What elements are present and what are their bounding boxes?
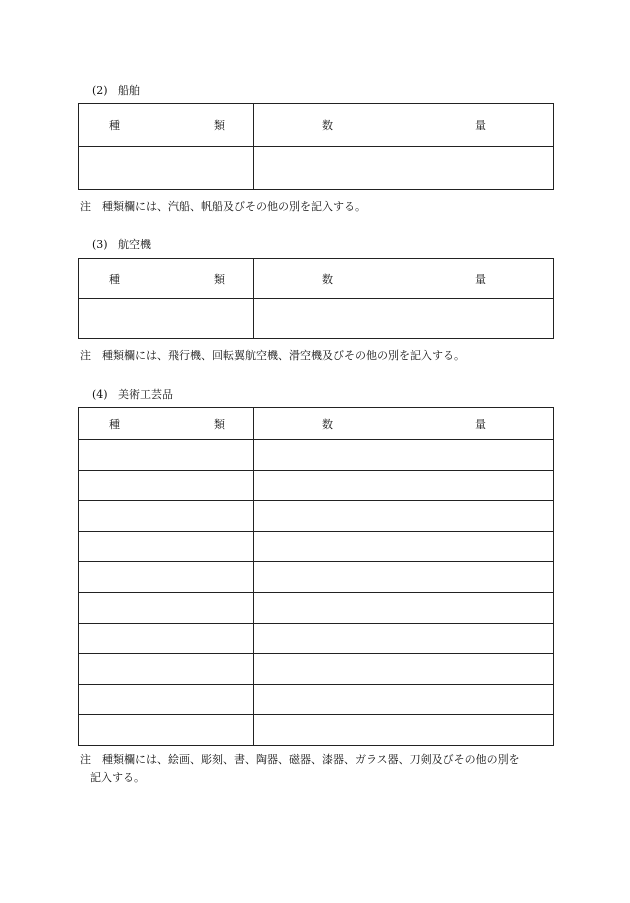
note-text-line-1: 種類欄には、絵画、彫刻、書、陶器、磁器、漆器、ガラス器、刀剣及びその他の別を	[102, 753, 520, 766]
kind-header-cell	[79, 259, 254, 299]
note-text: 種類欄には、汽船、帆船及びその他の別を記入する。	[102, 200, 366, 213]
quantity-input-cell[interactable]	[254, 562, 554, 593]
kind-header-char-1: 種	[109, 272, 120, 286]
section-4-number: (4)	[92, 388, 108, 401]
ship-table	[78, 103, 554, 190]
kind-header-char-1: 種	[109, 119, 120, 132]
kind-input-cell[interactable]	[79, 562, 254, 593]
quantity-header-char-2: 量	[475, 272, 486, 286]
quantity-header-cell	[254, 259, 554, 299]
kind-header-char-1: 種	[109, 417, 120, 431]
quantity-input-cell[interactable]	[254, 531, 554, 562]
quantity-header-cell	[254, 408, 554, 440]
table-row	[79, 501, 554, 532]
quantity-header-char-2: 量	[475, 417, 486, 431]
kind-input-cell[interactable]	[79, 147, 254, 190]
quantity-header-cell	[254, 104, 554, 147]
quantity-input-cell[interactable]	[254, 623, 554, 654]
kind-input-cell[interactable]	[79, 531, 254, 562]
section-4-title: 美術工芸品	[118, 388, 173, 401]
quantity-header-char-2: 量	[475, 119, 486, 132]
section-2-heading	[92, 82, 140, 98]
kind-header-char-2: 類	[214, 272, 225, 286]
quantity-input-cell[interactable]	[254, 440, 554, 471]
quantity-input-cell[interactable]	[254, 501, 554, 532]
quantity-header-char-1: 数	[322, 272, 333, 286]
table-row	[79, 715, 554, 746]
table-row	[79, 592, 554, 623]
art-table-header-row	[79, 408, 554, 440]
aircraft-table	[78, 258, 554, 339]
kind-input-cell[interactable]	[79, 684, 254, 715]
art-table-body	[79, 440, 554, 746]
ship-table-header-row	[79, 104, 554, 147]
section-2-note	[80, 198, 558, 216]
kind-input-cell[interactable]	[79, 592, 254, 623]
kind-header-char-2: 類	[214, 119, 225, 132]
aircraft-table-header-row	[79, 259, 554, 299]
kind-input-cell[interactable]	[79, 501, 254, 532]
kind-header-cell	[79, 104, 254, 147]
section-2-number: (2)	[92, 84, 108, 97]
table-row	[79, 299, 554, 339]
quantity-input-cell[interactable]	[254, 654, 554, 685]
quantity-input-cell[interactable]	[254, 592, 554, 623]
kind-input-cell[interactable]	[79, 299, 254, 339]
kind-header-char-2: 類	[214, 417, 225, 431]
section-3-note	[80, 347, 558, 365]
note-mark: 注	[80, 200, 91, 213]
table-row	[79, 654, 554, 685]
table-row	[79, 562, 554, 593]
note-text: 種類欄には、飛行機、回転翼航空機、滑空機及びその他の別を記入する。	[102, 349, 465, 362]
table-row	[79, 470, 554, 501]
kind-input-cell[interactable]	[79, 623, 254, 654]
table-row	[79, 684, 554, 715]
section-4-note	[80, 751, 558, 787]
table-row	[79, 531, 554, 562]
section-3-title: 航空機	[118, 238, 151, 251]
section-2-title: 船舶	[118, 84, 140, 97]
table-row	[79, 623, 554, 654]
section-3-number: (3)	[92, 238, 108, 251]
note-text-line-2: 記入する。	[90, 771, 145, 784]
art-craft-table	[78, 407, 554, 746]
quantity-input-cell[interactable]	[254, 470, 554, 501]
kind-input-cell[interactable]	[79, 715, 254, 746]
table-row	[79, 440, 554, 471]
kind-input-cell[interactable]	[79, 654, 254, 685]
note-mark: 注	[80, 753, 91, 766]
quantity-input-cell[interactable]	[254, 147, 554, 190]
note-mark: 注	[80, 349, 91, 362]
quantity-header-char-1: 数	[322, 417, 333, 431]
kind-input-cell[interactable]	[79, 470, 254, 501]
quantity-input-cell[interactable]	[254, 299, 554, 339]
section-4-heading	[92, 386, 173, 402]
quantity-input-cell[interactable]	[254, 715, 554, 746]
kind-header-cell	[79, 408, 254, 440]
note-text	[80, 751, 558, 787]
quantity-header-char-1: 数	[322, 119, 333, 132]
table-row	[79, 147, 554, 190]
quantity-input-cell[interactable]	[254, 684, 554, 715]
kind-input-cell[interactable]	[79, 440, 254, 471]
section-3-heading	[92, 236, 151, 252]
